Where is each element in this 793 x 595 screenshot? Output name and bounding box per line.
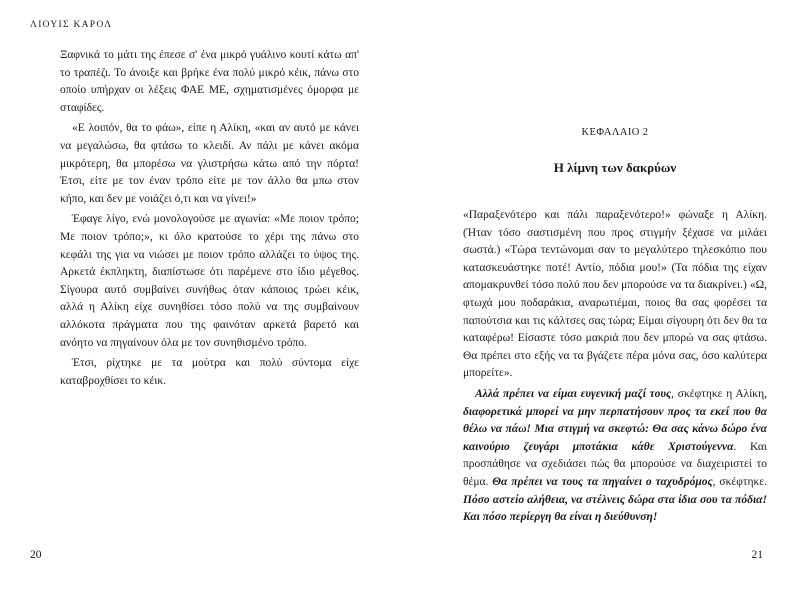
page-number-right: 21 bbox=[751, 549, 763, 561]
narration: . Και προσπάθησε να σχεδιάσει πώς θα μπορούσε να διαχειριστεί το θέμα. bbox=[463, 440, 768, 488]
paragraph: «Ε λοιπόν, θα το φάω», είπε η Αλίκη, «και αν αυτό με κάνει να μεγαλώσω, θα φτάσω το κλειδί. Αν πάλι με κάνει ακόμα μικρότερη, θα μπορέσω να γλιστρήσω κάτω από την πόρτα! Έτσι, είτε με τον έναν τρόπο είτε με τον άλλο θα μπω στον κήπο, και δεν με νοιάζει ό,τι και να γίνει!» bbox=[60, 122, 359, 205]
italic-thought: Θα πρέπει να τους τα πηγαίνει ο ταχυδρόμος bbox=[492, 475, 713, 488]
running-head: ΛΙΟΥΙΣ ΚΑΡΟΛ bbox=[30, 20, 113, 30]
italic-thought: διαφορετικά μπορεί να μην περπατήσουν προς τα εκεί που θα θέλω να πάω! Μια στιγμή να σκεφτώ: Θα σας κάνω δώρο ένα καινούριο ζευγάρι μποτάκια κάθε Χριστούγεννα bbox=[463, 405, 767, 453]
paragraph: Έφαγε λίγο, ενώ μονολογούσε με αγωνία: «Με ποιον τρόπο; Με ποιον τρόπο;», κι όλο κρατούσε το χέρι της πάνω στο κεφάλι της για να νιώσει με ποιον τρόπο αλλάζει το ύψος της. Αρκετά έκπληκτη, διαπίστωσε ότι παρέμενε στο ίδιο μέγεθος. Σίγουρα αυτό συμβαίνει συνήθως όταν κάποιος τρώει κέικ, αλλά η Αλίκη είχε συνηθίσει τόσο πολύ να της συμβαίνουν αλλόκοτα πράγματα που της φαινόταν αρκετά βαρετό και ανόητο να πηγαίνουν όλα με τον συνηθισμένο τρόπο. bbox=[60, 213, 359, 349]
paragraph: Έτσι, ρίχτηκε με τα μούτρα και πολύ σύντομα είχε καταβροχθίσει το κέικ. bbox=[60, 357, 359, 387]
paragraph bbox=[463, 386, 767, 527]
body-text-right bbox=[463, 207, 767, 527]
left-page bbox=[0, 0, 396, 595]
italic-thought: Πόσο αστείο αλήθεια, να στέλνεις δώρα στα ίδια σου τα πόδια! Και πόσο περίεργη θα είναι η διεύθυνση! bbox=[463, 493, 767, 524]
paragraph: «Παραξενότερο και πάλι παραξενότερο!» φώναξε η Αλίκη. (Ήταν τόσο σαστισμένη που προς στιγμήν ξέχασε να μιλάει σωστά.) «Τώρα τεντώνομαι σαν το μεγαλύτερο τηλεσκόπιο που κατασκευάστηκε ποτέ! Αντίο, πόδια μου!» (Τα πόδια της είχαν απομακρυνθεί τόσο πολύ που δεν μπορούσε να τα διακρίνει.) «Ω, φτωχά μου ποδαράκια, αναρωτιέμαι, ποιος θα σας φορέσει τα παπούτσια και τις κάλτσες σας τώρα; Είμαι σίγουρη ότι δεν θα τα καταφέρω! Είσαστε τόσο μακριά που δεν μπορώ να σας φτάσω. Θα πρέπει στο εξής να τα βγάζετε πέρα μόνα σας, όσο καλύτερα μπορείτε». bbox=[463, 209, 767, 380]
chapter-title: Η λίμνη των δακρύων bbox=[553, 160, 677, 175]
italic-thought: Αλλά πρέπει να είμαι ευγενική μαζί τους bbox=[475, 387, 672, 400]
right-page bbox=[397, 0, 793, 595]
chapter-label: ΚΕΦΑΛΑΙΟ 2 bbox=[581, 127, 649, 138]
paragraph: Ξαφνικά το μάτι της έπεσε σ' ένα μικρό γυάλινο κουτί κάτω απ' το τραπέζι. Το άνοιξε και βρήκε ένα πολύ μικρό κέικ, πάνω στο οποίο υπήρχαν οι λέξεις ΦΑΕ ΜΕ, σχηματισμένες όμορφα με σταφίδες. bbox=[60, 49, 359, 114]
body-text-left bbox=[60, 47, 359, 393]
page-number-left: 20 bbox=[30, 549, 42, 561]
narration: , σκέφτηκε η Αλίκη, bbox=[671, 387, 767, 400]
narration: , σκέφτηκε. bbox=[712, 475, 767, 488]
